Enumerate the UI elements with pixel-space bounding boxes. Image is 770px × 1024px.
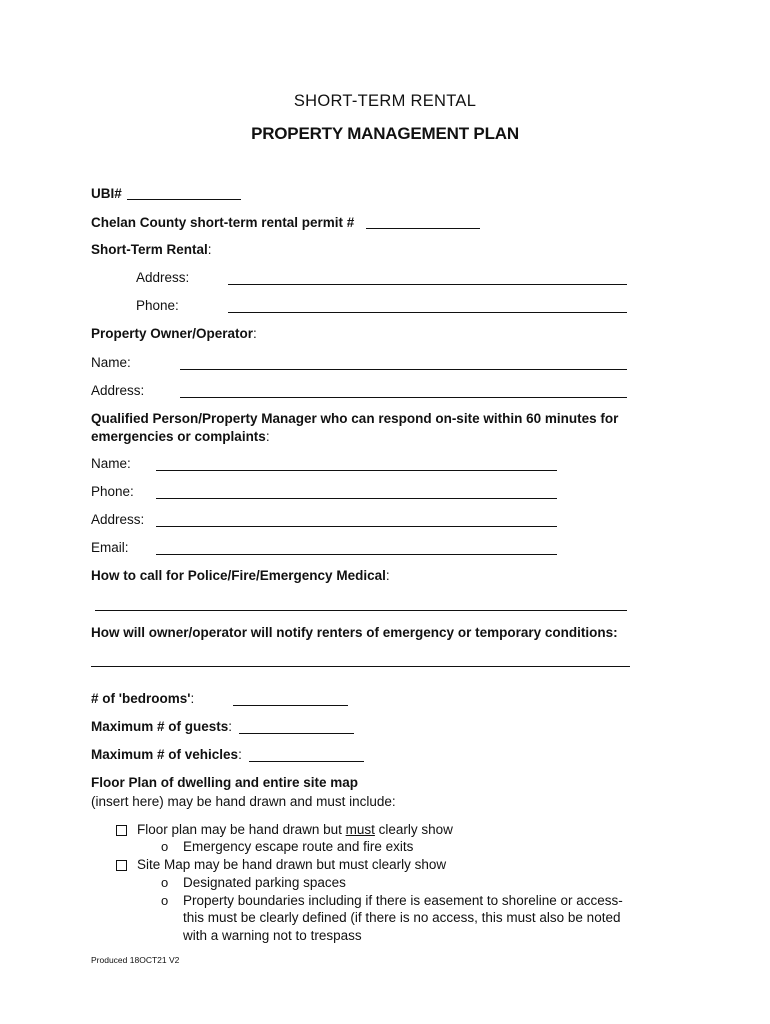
permit-label: Chelan County short-term rental permit # (91, 215, 355, 230)
rental-heading-colon: : (207, 242, 212, 257)
vehicles-label (91, 747, 242, 763)
vehicles-label-text: Maximum # of vehicles (91, 747, 239, 762)
site-map-checkbox[interactable] (116, 860, 127, 871)
manager-heading-line2-text: emergencies or complaints (91, 429, 266, 444)
floor-plan-heading: Floor Plan of dwelling and entire site map (91, 775, 359, 790)
rental-phone-field[interactable] (228, 312, 627, 313)
floor-plan-item-suffix: clearly show (374, 822, 453, 837)
floor-plan-item-emphasis: must (345, 822, 375, 837)
bullet-circle-2: o (161, 875, 169, 890)
floor-plan-item (137, 822, 453, 838)
manager-heading-colon: : (265, 429, 270, 444)
owner-name-label: Name: (91, 355, 131, 370)
owner-heading (91, 326, 257, 342)
vehicles-label-colon: : (238, 747, 242, 762)
floor-plan-subheading: (insert here) may be hand drawn and must include: (91, 794, 396, 809)
document-subtitle: PROPERTY MANAGEMENT PLAN (251, 124, 519, 143)
manager-name-label: Name: (91, 456, 131, 471)
manager-name-field[interactable] (156, 470, 557, 471)
bullet-circle-1: o (161, 839, 169, 854)
manager-address-field[interactable] (156, 526, 557, 527)
manager-address-label: Address: (91, 512, 145, 527)
guests-label-text: Maximum # of guests (91, 719, 229, 734)
guests-label (91, 719, 232, 735)
site-map-sub2-line1: Property boundaries including if there is easement to shoreline or access- (183, 893, 623, 908)
emergency-call-field[interactable] (95, 610, 627, 611)
owner-heading-colon: : (253, 326, 257, 341)
permit-field[interactable] (366, 228, 480, 229)
notify-field[interactable] (91, 666, 630, 667)
owner-heading-text: Property Owner/Operator (91, 326, 254, 341)
site-map-sub2-line3: with a warning not to trespass (183, 928, 362, 943)
rental-address-label: Address: (136, 270, 190, 285)
manager-phone-field[interactable] (156, 498, 557, 499)
owner-address-field[interactable] (180, 397, 627, 398)
rental-heading-text: Short-Term Rental (91, 242, 208, 257)
ubi-field[interactable] (127, 199, 241, 200)
bedrooms-label (91, 691, 194, 707)
notify-heading: How will owner/operator will notify renters of emergency or temporary conditions: (91, 625, 618, 640)
rental-address-field[interactable] (228, 284, 627, 285)
bedrooms-field[interactable] (233, 705, 348, 706)
floor-plan-checkbox[interactable] (116, 825, 127, 836)
owner-name-field[interactable] (180, 369, 627, 370)
floor-plan-item-prefix: Floor plan may be hand drawn but (137, 822, 346, 837)
ubi-label: UBI# (91, 186, 122, 201)
emergency-call-heading-colon: : (385, 568, 390, 583)
guests-field[interactable] (239, 733, 354, 734)
manager-heading-line2 (91, 429, 270, 445)
rental-phone-label: Phone: (136, 298, 179, 313)
vehicles-field[interactable] (249, 761, 364, 762)
manager-email-label: Email: (91, 540, 129, 555)
emergency-call-heading-text: How to call for Police/Fire/Emergency Medical (91, 568, 386, 583)
manager-email-field[interactable] (156, 554, 557, 555)
site-map-sub2-line2: this must be clearly defined (if there is no access, this must also be noted (183, 910, 621, 925)
manager-heading-line1: Qualified Person/Property Manager who can respond on-site within 60 minutes for (91, 411, 619, 426)
footer-text: Produced 18OCT21 V2 (91, 955, 180, 965)
emergency-call-heading (91, 568, 390, 584)
site-map-item: Site Map may be hand drawn but must clearly show (137, 857, 447, 872)
bedrooms-label-text: # of 'bedrooms' (91, 691, 191, 706)
document-title: SHORT-TERM RENTAL (293, 92, 477, 110)
site-map-sub1: Designated parking spaces (183, 875, 346, 890)
floor-plan-sub1: Emergency escape route and fire exits (183, 839, 414, 854)
bedrooms-label-colon: : (190, 691, 195, 706)
manager-phone-label: Phone: (91, 484, 134, 499)
rental-heading (91, 242, 212, 258)
guests-label-colon: : (228, 719, 233, 734)
bullet-circle-3: o (161, 893, 169, 908)
owner-address-label: Address: (91, 383, 145, 398)
